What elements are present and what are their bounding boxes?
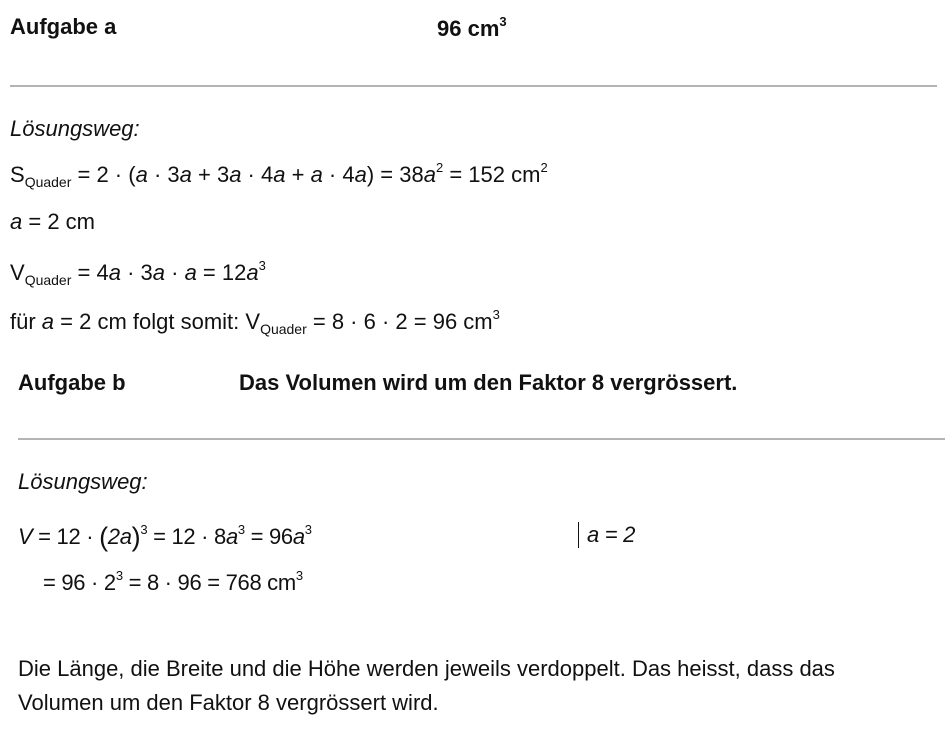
part-a-equation-a: a = 2 cm xyxy=(10,209,95,234)
part-b-condition: a = 2 xyxy=(578,522,635,548)
divider-a xyxy=(10,85,937,87)
part-a-answer xyxy=(437,14,507,42)
part-b-answer: Das Volumen wird um den Faktor 8 vergrössert. xyxy=(239,370,738,395)
part-b-explanation-line-2: Volumen um den Faktor 8 vergrössert wird. xyxy=(18,690,439,715)
part-a-equation-volume: $V_{Quader} = 4a \cdot 3a \cdot a = 12a^3$ xyxy=(10,258,266,288)
part-a-solution-label: Lösungsweg: xyxy=(10,116,140,141)
part-b-equation-1: $V = 12 \cdot (2a)^3 = 12 \cdot 8a^3 = 96a^3$ xyxy=(18,522,312,552)
part-a-answer-text: 96 cm xyxy=(437,16,500,41)
part-b-equation-2: = $96 \cdot 2^3 = 8 \cdot 96 = 768$ $cm^3$ xyxy=(43,568,303,595)
part-a-conclusion: für a = 2 cm folgt somit: $V_{Quader} = 8 \cdot 6 \cdot 2 = 96$ $cm^3$ xyxy=(10,307,500,337)
part-b-heading: Aufgabe b xyxy=(18,370,126,395)
part-b-solution-label: Lösungsweg: xyxy=(18,469,148,494)
divider-b xyxy=(18,438,945,440)
part-a-heading: Aufgabe a xyxy=(10,14,117,39)
part-a-answer-exponent: 3 xyxy=(499,14,507,29)
part-a-equation-surface: $S_{Quader} = 2 \cdot (a \cdot 3a + 3a \cdot 4a + a \cdot 4a) = 38a^2 = 152$ $cm^2$ xyxy=(10,160,548,190)
part-b-explanation-line-1: Die Länge, die Breite und die Höhe werden jeweils verdoppelt. Das heisst, dass das xyxy=(18,656,835,681)
